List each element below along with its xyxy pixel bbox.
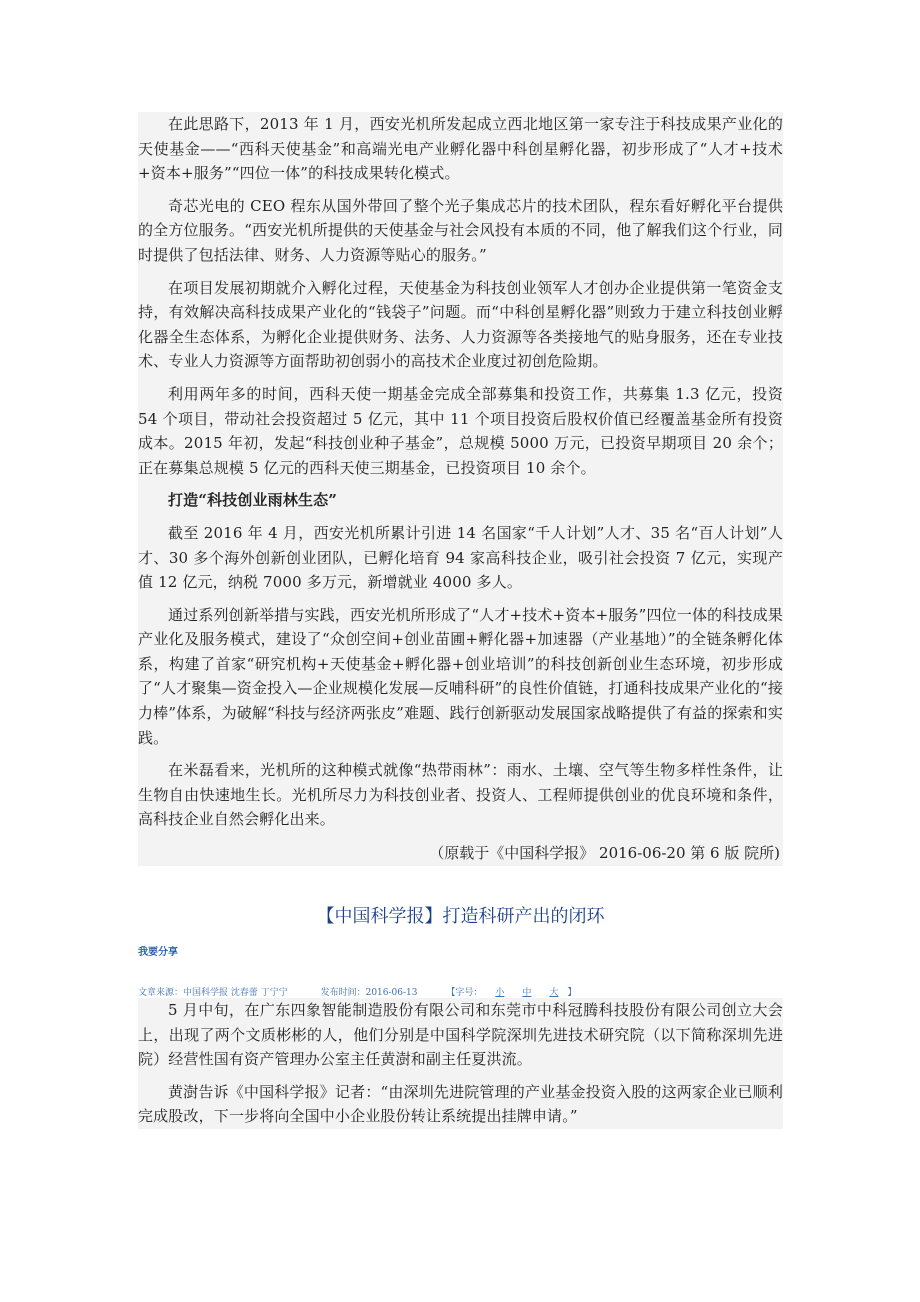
- paragraph: 截至 2016 年 4 月，西安光机所累计引进 14 名国家“千人计划”人才、35 名“百人计划”人才、30 多个海外创新创业团队，已孵化培育 94 家高科技企业，吸引社会投资 7 亿元，实现产值 12 亿元，纳税 7000 多万元，新增就业 4000 多人。: [138, 523, 783, 592]
- source-citation: （原载于《中国科学报》 2016-06-20 第 6 版 院所): [429, 844, 780, 863]
- paragraph: 黄澍告诉《中国科学报》记者：“由深圳先进院管理的产业基金投资入股的这两家企业已顺利完成股改，下一步将向全国中小企业股份转让系统提出挂牌申请。”: [138, 1082, 783, 1126]
- paragraph: 在项目发展初期就介入孵化过程，天使基金为科技创业领军人才创办企业提供第一笔资金支持，有效解决高科技成果产业化的“钱袋子”问题。而“中科创星孵化器”则致力于建立科技创业孵化器全生态体系，为孵化企业提供财务、法务、人力资源等各类接地气的贴身服务，还在专业技术、专业人力资源等方面帮助初创弱小的高技术企业度过初创危险期。: [138, 278, 783, 371]
- paragraph: 在米磊看来，光机所的这种模式就像“热带雨林”：雨水、土壤、空气等生物多样性条件，让生物自由快速地生长。光机所尽力为科技创业者、投资人、工程师提供创业的优良环境和条件，高科技企业自然会孵化出来。: [138, 761, 783, 829]
- paragraph: 通过系列创新举措与实践，西安光机所形成了“人才+技术+资本+服务”四位一体的科技成果产业化及服务模式，建设了“众创空间+创业苗圃+孵化器+加速器（产业基地）”的全链条孵化体系，构建了首家“研究机构+天使基金+孵化器+创业培训”的科技创新创业生态环境，初步形成了“人才聚集—资金投入—企业规模化发展—反哺科研”的良性价值链，打通科技成果产业化的“接力棒”体系，为破解“科技与经济两张皮”难题、践行创新驱动发展国家战略提供了有益的探索和实践。: [138, 605, 783, 747]
- section-heading: 打造“科技创业雨林生态”: [168, 491, 338, 510]
- font-size-label: 【字号：: [446, 988, 483, 998]
- meta-date: 发布时间：2016-06-13: [320, 988, 418, 998]
- paragraph: 利用两年多的时间，西科天使一期基金完成全部募集和投资工作，共募集 1.3 亿元，投资 54 个项目，带动社会投资超过 5 亿元，其中 11 个项目投资后股权价值已经覆盖基金所有投资成本。2015 年初，发起“科技创业种子基金”，总规模 5000 万元，已投资早期项目 20 余个；正在募集总规模 5 亿元的西科天使三期基金，已投资项目 10 余个。: [138, 384, 783, 477]
- article2-body: [138, 998, 783, 1129]
- article-title[interactable]: 【中国科学报】打造科研产出的闭环: [316, 906, 605, 927]
- paragraph: 5 月中旬，在广东四象智能制造股份有限公司和东莞市中科冠腾科技股份有限公司创立大会上，出现了两个文质彬彬的人，他们分别是中国科学院深圳先进技术研究院（以下简称深圳先进院）经营性国有资产管理办公室主任黄澍和副主任夏洪流。: [138, 1001, 783, 1069]
- article-meta: [138, 985, 783, 998]
- font-size-end: 】: [567, 988, 577, 998]
- share-link[interactable]: 我要分享: [138, 947, 178, 958]
- font-size-medium-link[interactable]: 中: [522, 988, 532, 998]
- meta-source: 文章来源：中国科学报 沈春蕾 丁宁宁: [138, 988, 288, 998]
- article1-body: [138, 112, 783, 866]
- paragraph: 奇芯光电的 CEO 程东从国外带回了整个光子集成芯片的技术团队，程东看好孵化平台提供的全方位服务。“西安光机所提供的天使基金与社会风投有本质的不同，他了解我们这个行业，同时提供了包括法律、财务、人力资源等贴心的服务。”: [138, 196, 783, 264]
- font-size-large-link[interactable]: 大: [549, 988, 559, 998]
- font-size-small-link[interactable]: 小: [495, 988, 505, 998]
- paragraph: 在此思路下，2013 年 1 月，西安光机所发起成立西北地区第一家专注于科技成果产业化的天使基金——“西科天使基金”和高端光电产业孵化器中科创星孵化器，初步形成了“人才+技术+资本+服务”“四位一体”的科技成果转化模式。: [138, 115, 783, 183]
